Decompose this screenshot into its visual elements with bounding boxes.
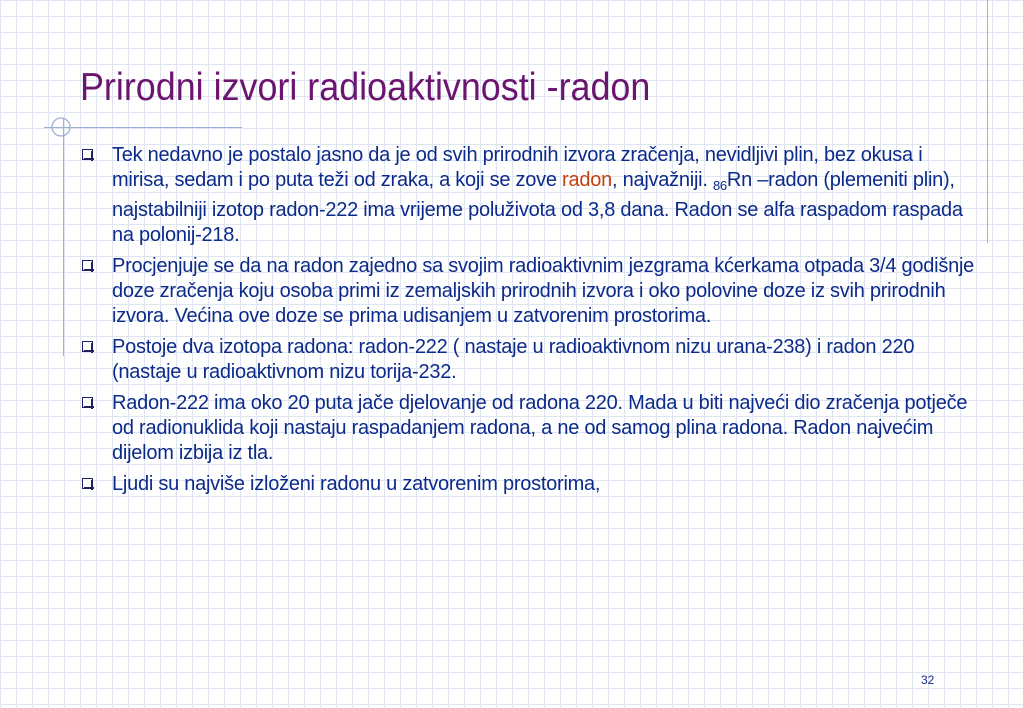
bullet-item — [82, 335, 982, 385]
slide-title: Prirodni izvori radioaktivnosti -radon — [80, 66, 651, 109]
bullet-text-part: Rn –radon (plemeniti plin), najstabilniji izotop radon-222 ima vrijeme poluživota od 3,8 dana. Radon se alfa raspadom raspada na polonij-218. — [112, 169, 963, 246]
checkbox-square-icon — [82, 149, 93, 160]
checkbox-square-icon — [82, 260, 93, 271]
checkbox-square-icon — [82, 397, 93, 408]
decorative-vertical-line-right — [987, 0, 988, 243]
bullet-list — [82, 143, 982, 503]
bullet-text — [112, 143, 982, 248]
bullet-text: Postoje dva izotopa radona: radon-222 ( nastaje u radioaktivnom nizu urana-238) i radon 220 (nastaje u radioaktivnom nizu torija-232. — [112, 336, 915, 383]
bullet-text-part: Tek nedavno je postalo jasno da je od svih prirodnih izvora zračenja, nevidljivi plin, bez okusa i mirisa, sedam i po puta teži od zraka, a koji se zove — [112, 144, 923, 191]
highlighted-term: radon — [562, 169, 612, 191]
decorative-vertical-line-left — [63, 118, 64, 356]
bullet-item — [82, 143, 982, 248]
title-underline — [44, 127, 242, 128]
bullet-text: Radon-222 ima oko 20 puta jače djelovanje od radona 220. Mada u biti najveći dio zračenja potječe od radionuklida koji nastaju raspadanjem radona, a ne od samog plina radona. Radon najvećim dijelom izbija iz tla. — [112, 392, 968, 464]
checkbox-square-icon — [82, 341, 93, 352]
bullet-text-part: , najvažniji. — [611, 169, 713, 191]
bullet-item — [82, 254, 982, 329]
bullet-item — [82, 391, 982, 466]
page-number: 32 — [921, 673, 935, 687]
bullet-text: Ljudi su najviše izloženi radonu u zatvorenim prostorima, — [112, 473, 601, 495]
checkbox-square-icon — [82, 478, 93, 489]
atomic-number-subscript: 86 — [712, 178, 727, 193]
bullet-text: Procjenjuje se da na radon zajedno sa svojim radioaktivnim jezgrama kćerkama otpada 3/4 godišnje doze zračenja koju osoba primi iz zemaljskih prirodnih izvora i oko polovine doze iz svih prirodnih izvora. Većina ove doze se prima udisanjem u zatvorenim prostorima. — [112, 255, 975, 327]
crosshair-circle-icon — [50, 116, 72, 138]
bullet-item — [82, 472, 982, 497]
